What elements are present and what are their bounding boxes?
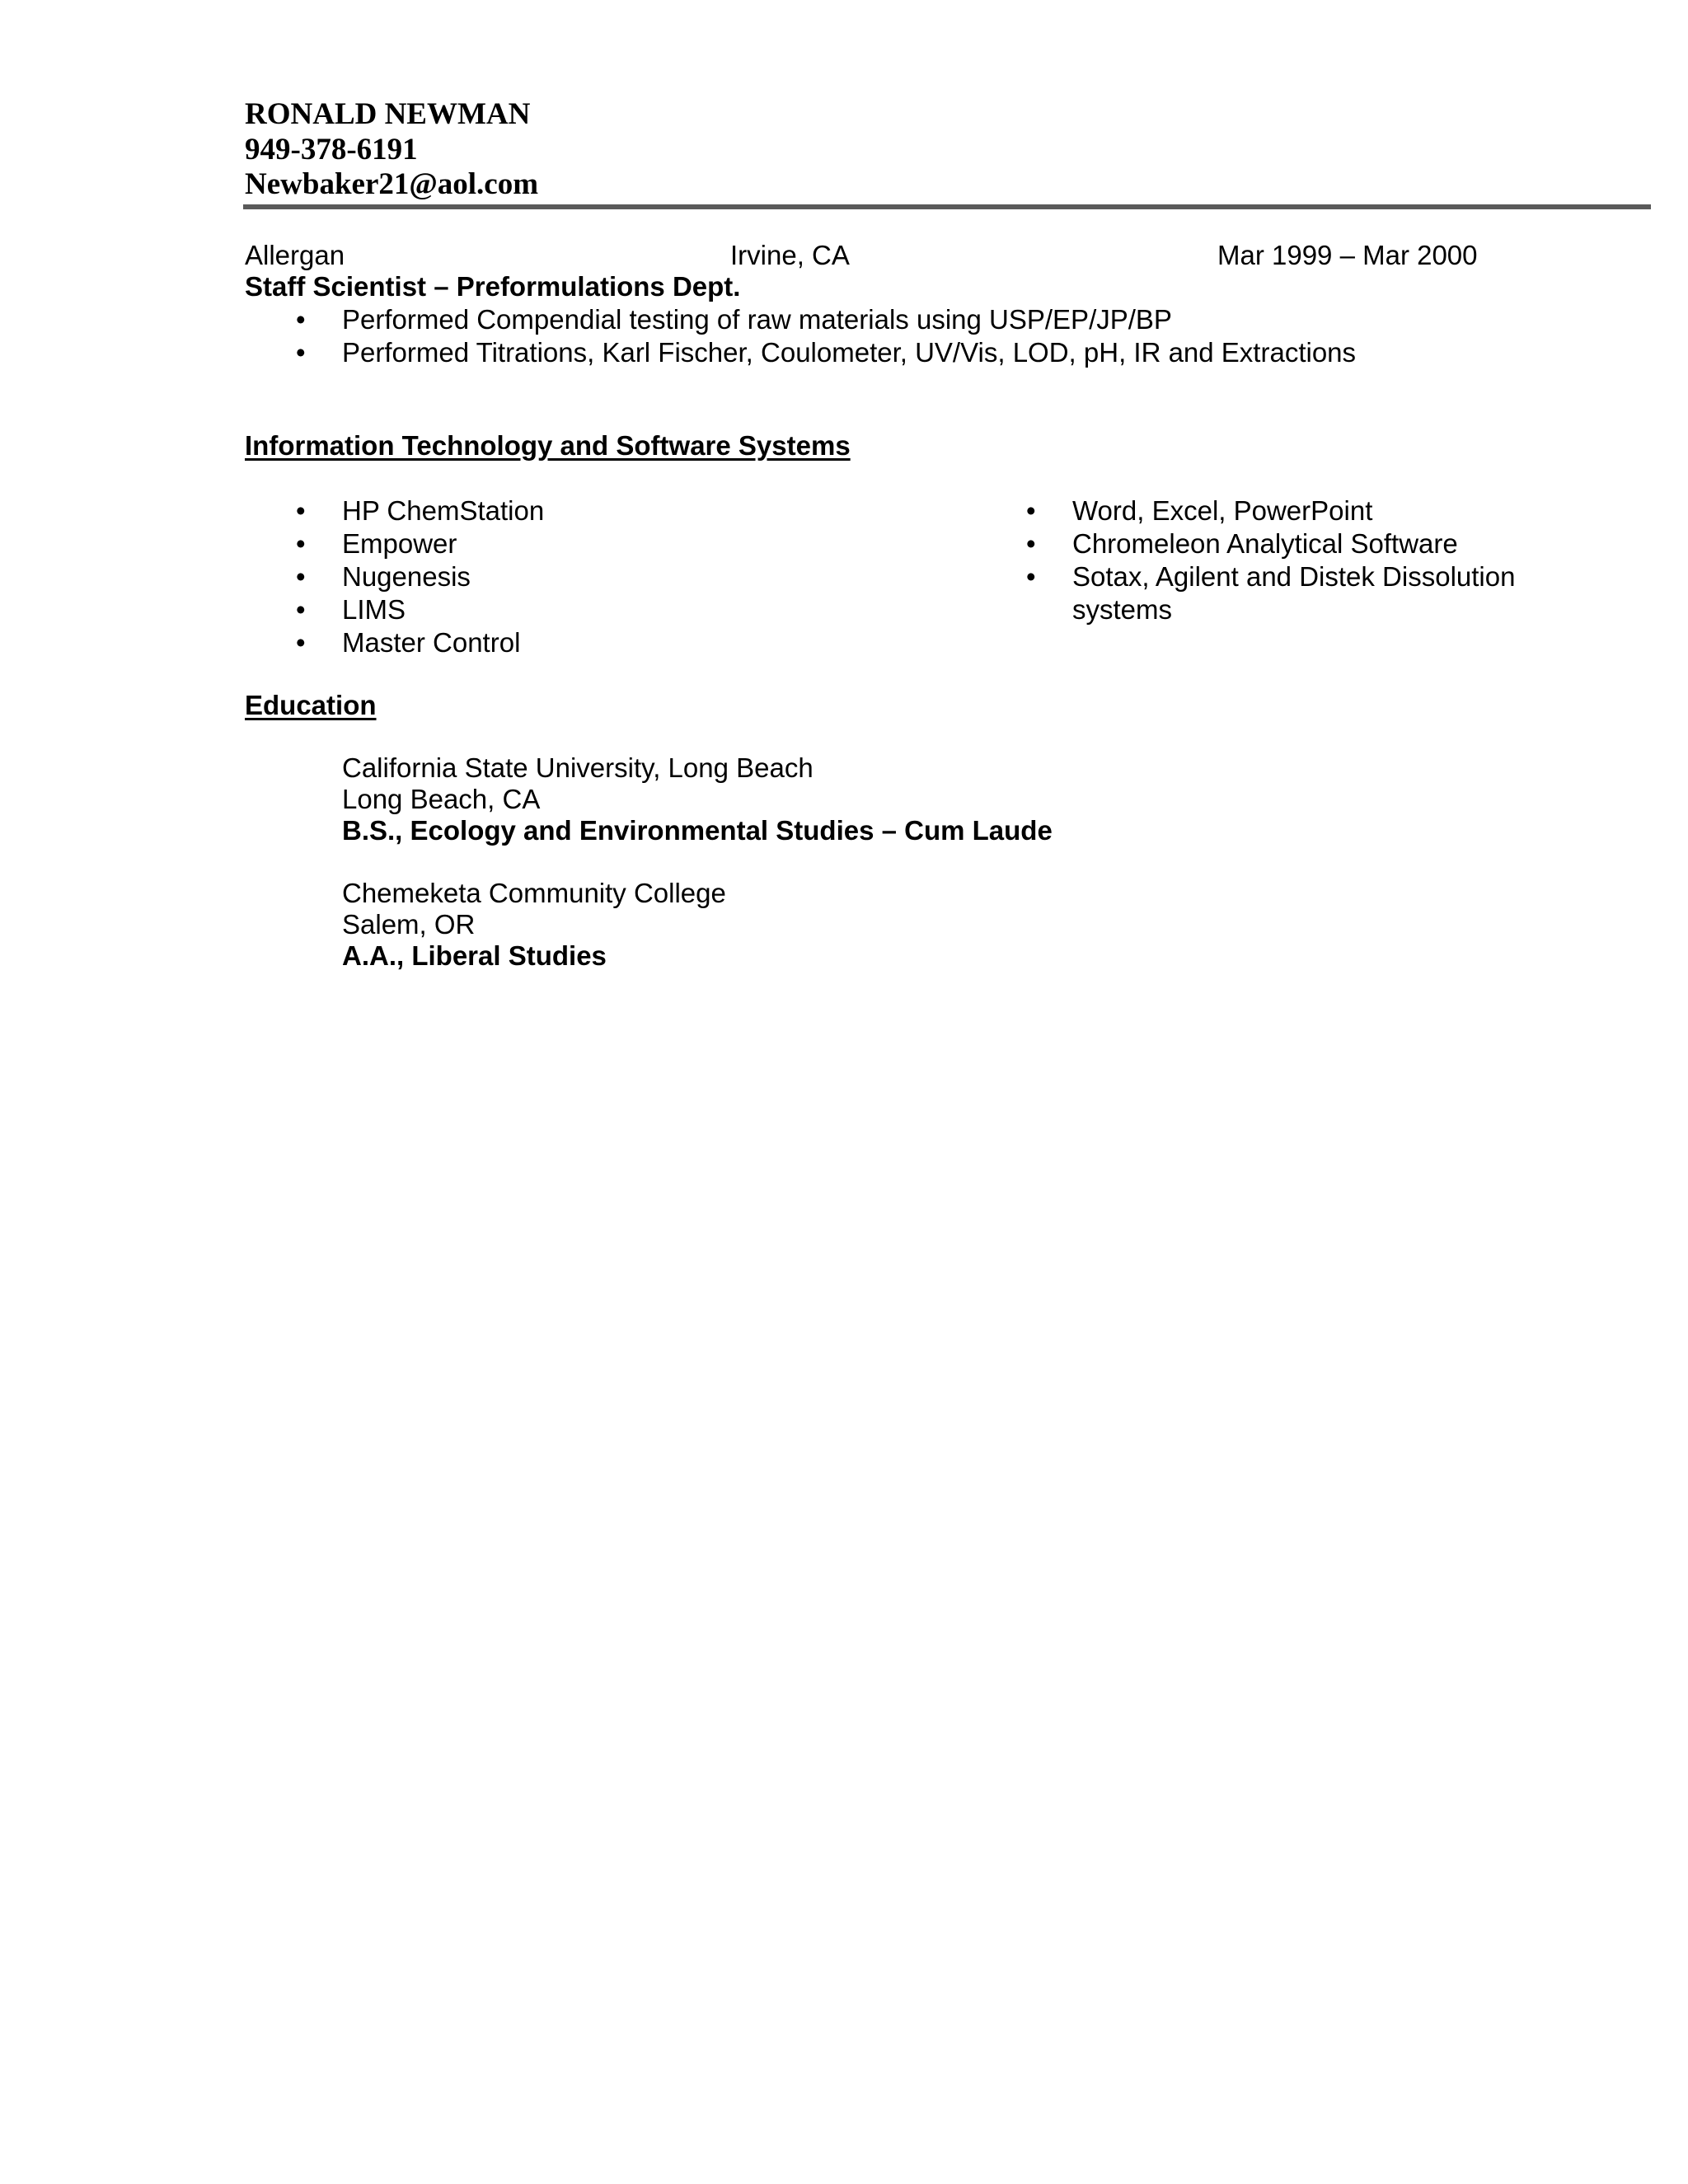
list-item: • Empower: [296, 528, 457, 559]
it-right-list: [975, 494, 1552, 626]
candidate-phone: 949-378-6191: [245, 133, 418, 166]
list-item: • HP ChemStation: [296, 495, 545, 526]
school-location: Long Beach, CA: [342, 784, 541, 814]
bullet-icon: •: [296, 304, 306, 335]
school-degree: B.S., Ecology and Environmental Studies – Cum Laude: [342, 815, 1053, 846]
bullet-icon: •: [296, 627, 306, 658]
job-company: Allergan: [245, 240, 345, 270]
bullet-icon: •: [296, 528, 306, 559]
list-item: • Performed Titrations, Karl Fischer, Coulometer, UV/Vis, LOD, pH, IR and Extractions: [296, 337, 1357, 368]
job-title: Staff Scientist – Preformulations Dept.: [245, 271, 741, 302]
bullet-icon: •: [1026, 561, 1036, 592]
bullet-icon: •: [296, 495, 306, 526]
list-item: • Nugenesis: [296, 561, 471, 592]
candidate-email: Newbaker21@aol.com: [245, 167, 539, 201]
school-degree: A.A., Liberal Studies: [342, 940, 607, 971]
header-divider: [243, 204, 1651, 209]
bullet-icon: •: [296, 561, 306, 592]
list-item: • LIMS: [296, 594, 406, 625]
list-item: • Chromeleon Analytical Software: [1026, 528, 1458, 559]
bullet-icon: •: [1026, 528, 1036, 559]
school-name: California State University, Long Beach: [342, 752, 814, 783]
school-name: Chemeketa Community College: [342, 878, 726, 908]
job-bullets: [245, 303, 1356, 369]
school-location: Salem, OR: [342, 909, 476, 940]
list-item: • Master Control: [296, 627, 521, 658]
list-item: • Word, Excel, PowerPoint: [1026, 495, 1373, 526]
list-item: • Performed Compendial testing of raw materials using USP/EP/JP/BP: [296, 304, 1172, 335]
it-left-list: [245, 494, 544, 659]
bullet-icon: •: [296, 594, 306, 625]
bullet-icon: •: [296, 337, 306, 368]
job-location: Irvine, CA: [730, 240, 850, 270]
bullet-icon: •: [1026, 495, 1036, 526]
list-item: • Sotax, Agilent and Distek Dissolution systems: [1026, 561, 1516, 625]
education-heading: Education: [245, 690, 377, 720]
job-dates: Mar 1999 – Mar 2000: [1217, 240, 1478, 270]
it-section-heading: Information Technology and Software Systems: [245, 430, 851, 461]
candidate-name: RONALD NEWMAN: [245, 97, 531, 131]
